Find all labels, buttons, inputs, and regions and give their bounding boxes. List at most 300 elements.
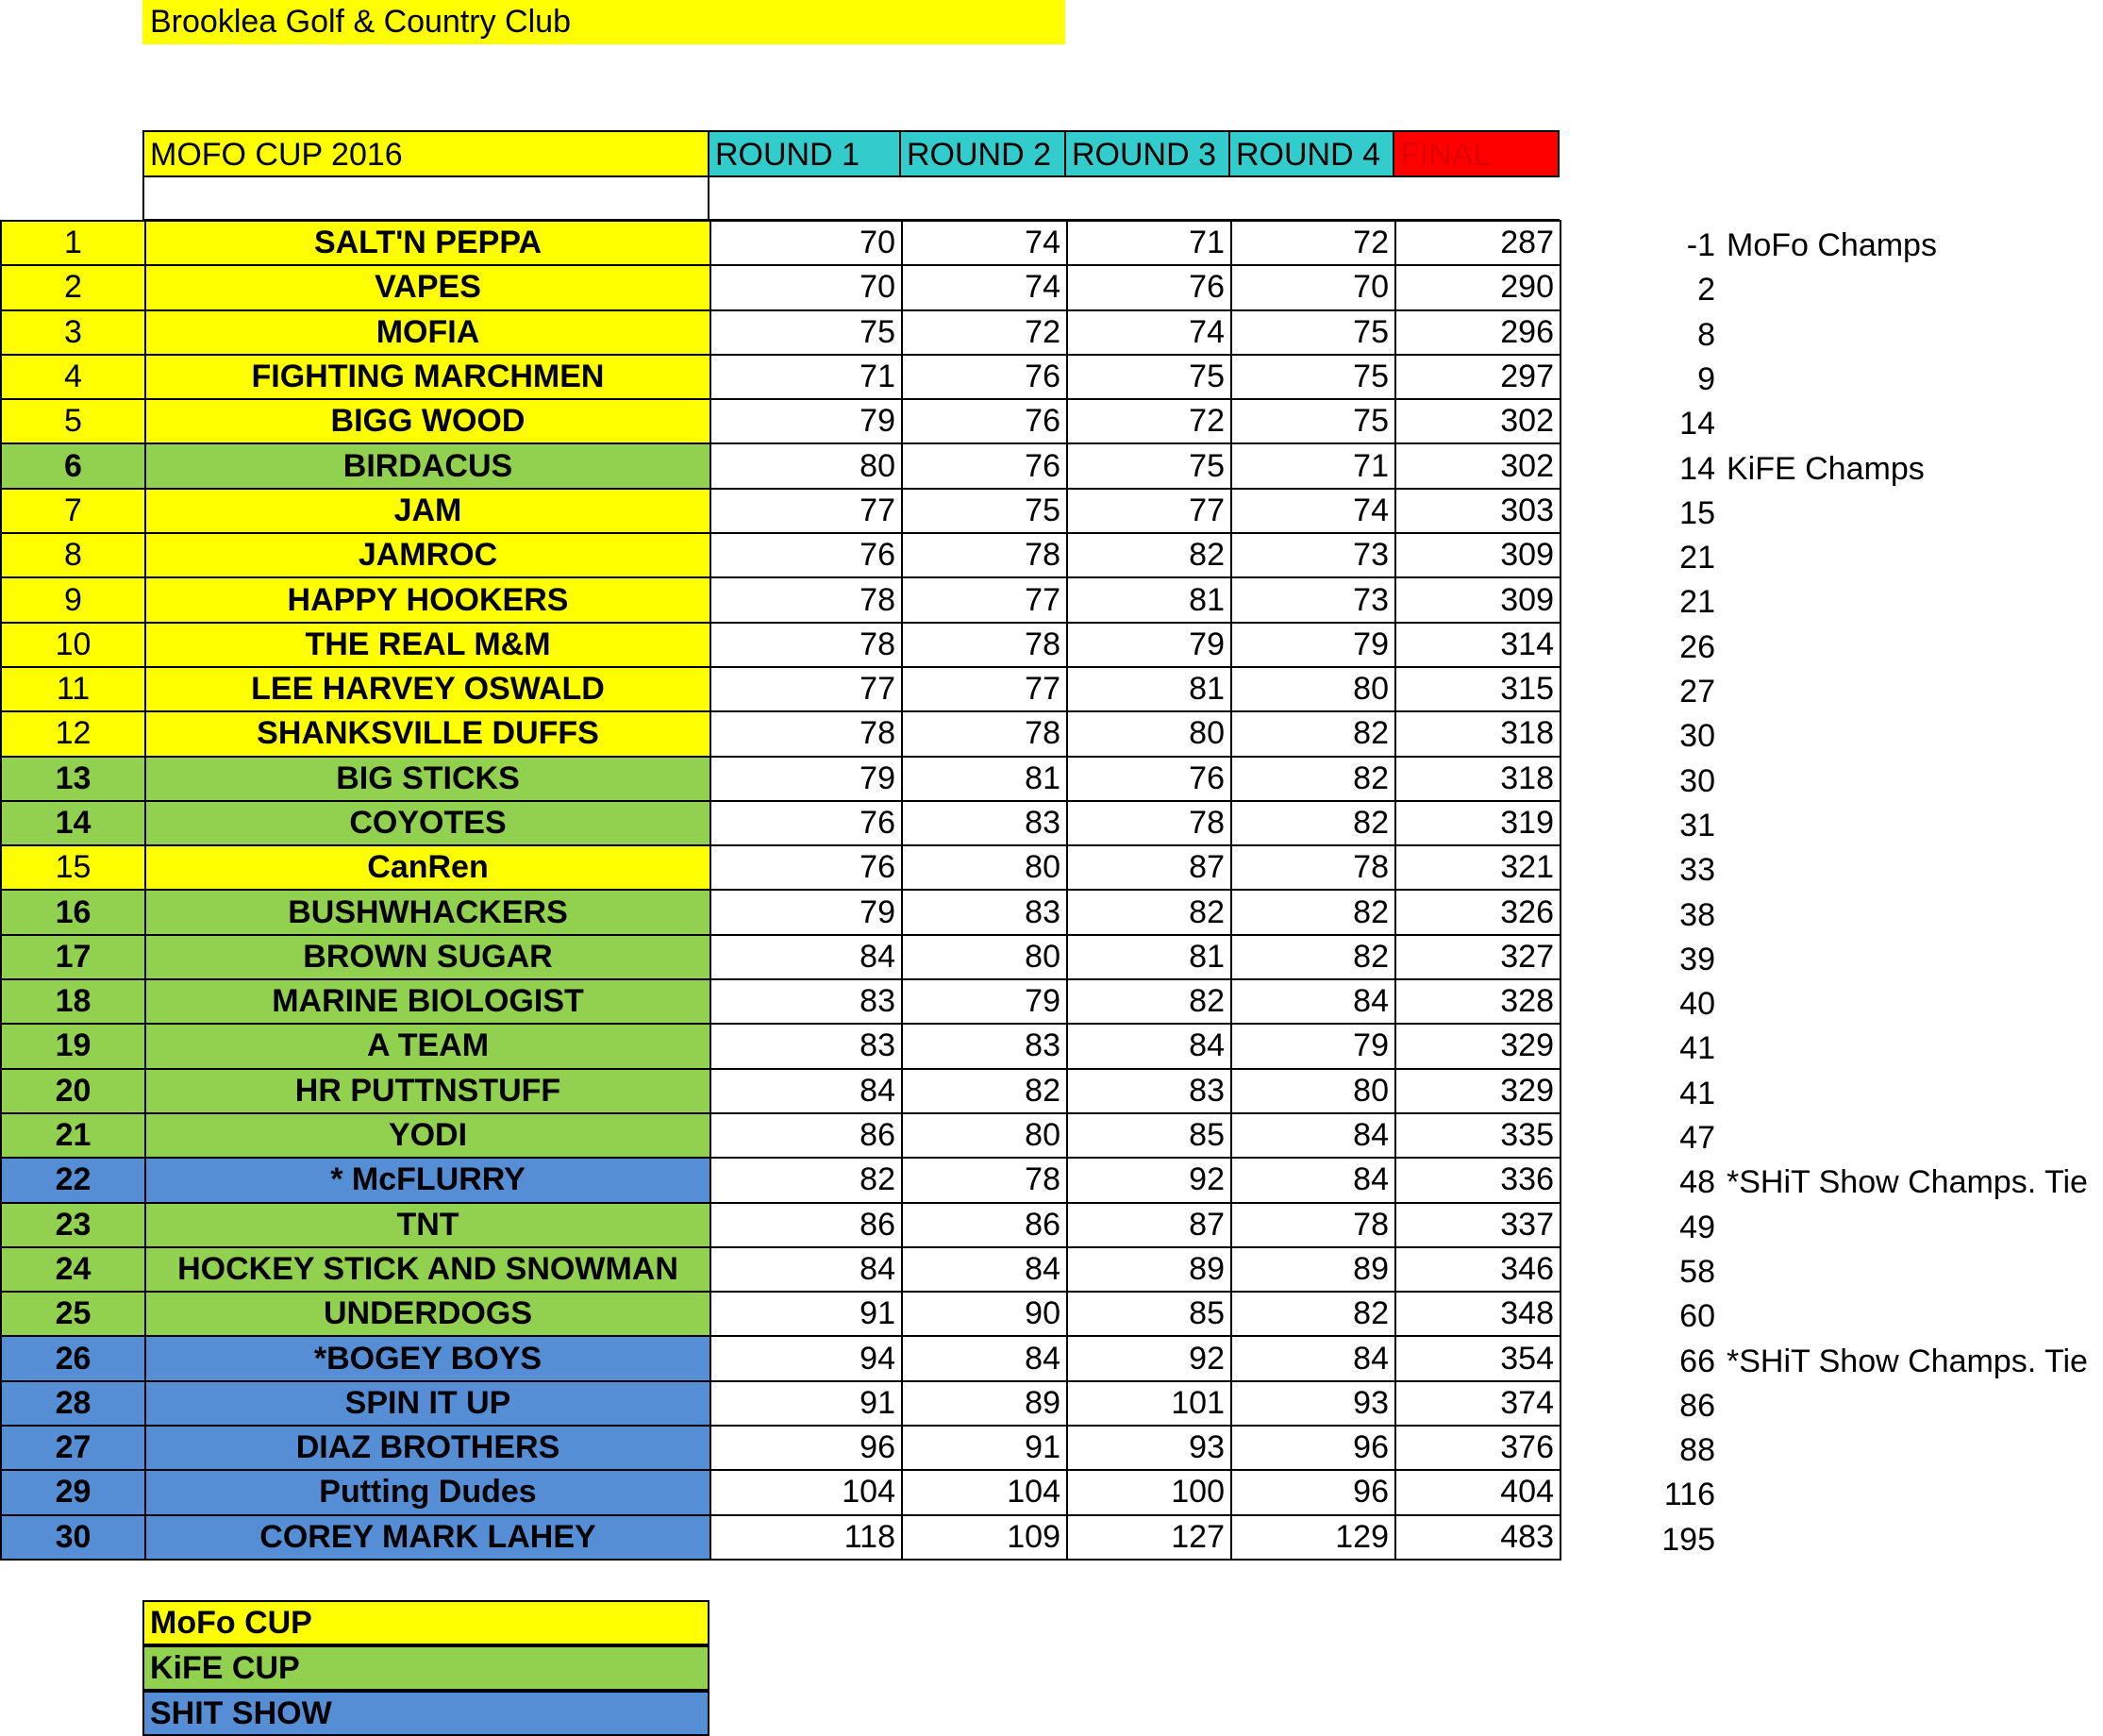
team-name-cell: SPIN IT UP xyxy=(145,1381,710,1426)
header-final xyxy=(1393,130,1560,177)
table-row xyxy=(1,1470,1561,1514)
score-to-par: 41 xyxy=(1679,1030,1715,1067)
final-score: 309 xyxy=(1395,533,1561,577)
side-note-row xyxy=(1566,1518,2103,1562)
team-name-cell: SHANKSVILLE DUFFS xyxy=(145,711,710,756)
final-score: 302 xyxy=(1395,443,1561,488)
table-row xyxy=(1,399,1561,443)
team-name-cell: JAMROC xyxy=(145,533,710,577)
side-note-row xyxy=(1566,893,2103,938)
champion-note: KiFE Champs xyxy=(1727,450,1925,487)
score-to-par: 31 xyxy=(1679,807,1715,843)
side-note-row xyxy=(1566,848,2103,893)
round-3-score: 75 xyxy=(1067,443,1231,488)
round-4-score: 129 xyxy=(1231,1515,1395,1560)
header-round-2: ROUND 2 xyxy=(899,130,1066,177)
round-2-score: 78 xyxy=(902,711,1067,756)
score-to-par: 58 xyxy=(1679,1253,1715,1290)
side-note-row xyxy=(1566,1027,2103,1071)
score-to-par: 86 xyxy=(1679,1387,1715,1424)
header-round-4: ROUND 4 xyxy=(1228,130,1394,177)
table-row xyxy=(1,1381,1561,1426)
score-to-par: 39 xyxy=(1679,941,1715,977)
position-cell: 20 xyxy=(1,1069,145,1113)
round-1-score: 84 xyxy=(710,935,902,979)
legend-shit: SHIT SHOW xyxy=(142,1691,709,1736)
champion-note: *SHiT Show Champs. Tie xyxy=(1727,1164,2088,1201)
team-name-cell: DIAZ BROTHERS xyxy=(145,1426,710,1470)
team-name-cell: HAPPY HOOKERS xyxy=(145,577,710,622)
team-name-cell: BROWN SUGAR xyxy=(145,935,710,979)
final-score: 315 xyxy=(1395,667,1561,711)
side-note-row xyxy=(1566,1250,2103,1294)
header-final-label: FINAL xyxy=(1400,137,1492,173)
round-2-score: 89 xyxy=(902,1381,1067,1426)
champion-note: MoFo Champs xyxy=(1727,227,1937,263)
table-row xyxy=(1,577,1561,622)
round-4-score: 78 xyxy=(1231,845,1395,890)
results-body xyxy=(1,221,1561,1560)
position-cell: 19 xyxy=(1,1024,145,1068)
round-3-score: 93 xyxy=(1067,1426,1231,1470)
side-note-row xyxy=(1566,938,2103,982)
team-name-cell: HR PUTTNSTUFF xyxy=(145,1069,710,1113)
round-2-score: 86 xyxy=(902,1203,1067,1247)
final-score: 346 xyxy=(1395,1247,1561,1292)
final-score: 309 xyxy=(1395,577,1561,622)
round-1-score: 77 xyxy=(710,667,902,711)
round-2-score: 76 xyxy=(902,399,1067,443)
round-1-score: 86 xyxy=(710,1203,902,1247)
round-4-score: 72 xyxy=(1231,221,1395,265)
position-cell: 30 xyxy=(1,1515,145,1560)
round-2-score: 79 xyxy=(902,979,1067,1024)
score-to-par: 47 xyxy=(1679,1120,1715,1156)
round-4-score: 75 xyxy=(1231,310,1395,355)
position-cell: 1 xyxy=(1,221,145,265)
team-name-cell: HOCKEY STICK AND SNOWMAN xyxy=(145,1247,710,1292)
position-cell: 24 xyxy=(1,1247,145,1292)
round-4-score: 75 xyxy=(1231,399,1395,443)
position-cell: 9 xyxy=(1,577,145,622)
score-to-par: 30 xyxy=(1679,762,1715,799)
score-to-par: 33 xyxy=(1679,852,1715,889)
round-4-score: 74 xyxy=(1231,489,1395,533)
final-score: 319 xyxy=(1395,801,1561,845)
side-note-row xyxy=(1566,760,2103,804)
position-cell: 21 xyxy=(1,1113,145,1158)
team-name-cell: THE REAL M&M xyxy=(145,623,710,667)
final-score: 302 xyxy=(1395,399,1561,443)
score-to-par: 40 xyxy=(1679,986,1715,1023)
round-1-score: 104 xyxy=(710,1470,902,1514)
table-row xyxy=(1,265,1561,309)
position-cell: 13 xyxy=(1,757,145,801)
table-row xyxy=(1,623,1561,667)
team-name-cell: MARINE BIOLOGIST xyxy=(145,979,710,1024)
final-score: 303 xyxy=(1395,489,1561,533)
round-3-score: 92 xyxy=(1067,1336,1231,1380)
score-to-par: -1 xyxy=(1686,227,1715,263)
round-3-score: 81 xyxy=(1067,577,1231,622)
round-2-score: 104 xyxy=(902,1470,1067,1514)
score-to-par: 195 xyxy=(1661,1521,1715,1558)
round-1-score: 76 xyxy=(710,845,902,890)
round-1-score: 83 xyxy=(710,979,902,1024)
side-note-row xyxy=(1566,982,2103,1027)
position-cell: 3 xyxy=(1,310,145,355)
round-3-score: 77 xyxy=(1067,489,1231,533)
team-name-cell: SALT'N PEPPA xyxy=(145,221,710,265)
score-to-par: 2 xyxy=(1697,272,1715,309)
position-cell: 12 xyxy=(1,711,145,756)
position-cell: 7 xyxy=(1,489,145,533)
round-1-score: 83 xyxy=(710,1024,902,1068)
round-3-score: 87 xyxy=(1067,1203,1231,1247)
legend-mofo: MoFo CUP xyxy=(142,1600,709,1645)
round-4-score: 73 xyxy=(1231,577,1395,622)
round-3-score: 78 xyxy=(1067,801,1231,845)
table-row xyxy=(1,935,1561,979)
round-2-score: 74 xyxy=(902,221,1067,265)
position-cell: 18 xyxy=(1,979,145,1024)
table-row xyxy=(1,1113,1561,1158)
position-cell: 15 xyxy=(1,845,145,890)
side-note-row xyxy=(1566,626,2103,670)
team-name-cell: COYOTES xyxy=(145,801,710,845)
round-2-score: 77 xyxy=(902,667,1067,711)
round-3-score: 71 xyxy=(1067,221,1231,265)
round-3-score: 81 xyxy=(1067,667,1231,711)
round-1-score: 82 xyxy=(710,1158,902,1202)
score-to-par: 9 xyxy=(1697,360,1715,397)
round-1-score: 118 xyxy=(710,1515,902,1560)
side-note-row xyxy=(1566,1116,2103,1160)
score-to-par: 116 xyxy=(1663,1477,1715,1513)
score-to-par: 48 xyxy=(1679,1164,1715,1201)
team-name-cell: Putting Dudes xyxy=(145,1470,710,1514)
score-to-par: 38 xyxy=(1679,896,1715,933)
blank-title-cell xyxy=(142,175,709,221)
header-round-1: ROUND 1 xyxy=(708,130,901,177)
final-score: 328 xyxy=(1395,979,1561,1024)
side-note-row xyxy=(1566,714,2103,759)
final-score: 336 xyxy=(1395,1158,1561,1202)
round-2-score: 91 xyxy=(902,1426,1067,1470)
round-1-score: 70 xyxy=(710,221,902,265)
position-cell: 17 xyxy=(1,935,145,979)
round-3-score: 80 xyxy=(1067,711,1231,756)
round-2-score: 80 xyxy=(902,845,1067,890)
position-cell: 27 xyxy=(1,1426,145,1470)
final-score: 337 xyxy=(1395,1203,1561,1247)
side-note-row xyxy=(1566,1072,2103,1116)
round-3-score: 101 xyxy=(1067,1381,1231,1426)
round-2-score: 76 xyxy=(902,355,1067,399)
team-name-cell: BUSHWHACKERS xyxy=(145,890,710,934)
score-to-par: 8 xyxy=(1697,316,1715,353)
round-2-score: 83 xyxy=(902,890,1067,934)
round-1-score: 91 xyxy=(710,1292,902,1336)
header-round-3: ROUND 3 xyxy=(1064,130,1230,177)
round-2-score: 81 xyxy=(902,757,1067,801)
round-1-score: 79 xyxy=(710,757,902,801)
position-cell: 5 xyxy=(1,399,145,443)
team-name-cell: * McFLURRY xyxy=(145,1158,710,1202)
round-4-score: 93 xyxy=(1231,1381,1395,1426)
side-note-row xyxy=(1566,447,2103,492)
table-row xyxy=(1,1024,1561,1068)
final-score: 314 xyxy=(1395,623,1561,667)
round-1-score: 84 xyxy=(710,1247,902,1292)
table-row xyxy=(1,355,1561,399)
score-to-par: 15 xyxy=(1679,494,1715,531)
round-2-score: 78 xyxy=(902,623,1067,667)
round-4-score: 96 xyxy=(1231,1470,1395,1514)
score-to-par: 88 xyxy=(1679,1432,1715,1469)
round-2-score: 83 xyxy=(902,1024,1067,1068)
round-4-score: 79 xyxy=(1231,623,1395,667)
round-2-score: 74 xyxy=(902,265,1067,309)
table-row xyxy=(1,979,1561,1024)
position-cell: 4 xyxy=(1,355,145,399)
round-4-score: 80 xyxy=(1231,1069,1395,1113)
round-1-score: 80 xyxy=(710,443,902,488)
round-2-score: 84 xyxy=(902,1336,1067,1380)
round-1-score: 75 xyxy=(710,310,902,355)
table-row xyxy=(1,890,1561,934)
round-3-score: 127 xyxy=(1067,1515,1231,1560)
side-note-row xyxy=(1566,358,2103,402)
team-name-cell: BIG STICKS xyxy=(145,757,710,801)
round-1-score: 71 xyxy=(710,355,902,399)
round-4-score: 84 xyxy=(1231,1336,1395,1380)
score-to-par: 21 xyxy=(1679,584,1715,621)
blank-scores-cell xyxy=(708,175,1560,221)
team-name-cell: COREY MARK LAHEY xyxy=(145,1515,710,1560)
score-to-par: 14 xyxy=(1679,406,1715,442)
table-row xyxy=(1,533,1561,577)
final-score: 329 xyxy=(1395,1069,1561,1113)
final-score: 318 xyxy=(1395,711,1561,756)
final-score: 296 xyxy=(1395,310,1561,355)
table-row xyxy=(1,1158,1561,1202)
side-note-row xyxy=(1566,1340,2103,1384)
round-2-score: 82 xyxy=(902,1069,1067,1113)
team-name-cell: LEE HARVEY OSWALD xyxy=(145,667,710,711)
round-1-score: 78 xyxy=(710,577,902,622)
team-name-cell: FIGHTING MARCHMEN xyxy=(145,355,710,399)
round-1-score: 76 xyxy=(710,533,902,577)
final-score: 326 xyxy=(1395,890,1561,934)
round-1-score: 84 xyxy=(710,1069,902,1113)
position-cell: 6 xyxy=(1,443,145,488)
round-3-score: 87 xyxy=(1067,845,1231,890)
round-4-score: 75 xyxy=(1231,355,1395,399)
side-note-row xyxy=(1566,1428,2103,1473)
table-row xyxy=(1,221,1561,265)
final-score: 376 xyxy=(1395,1426,1561,1470)
round-4-score: 82 xyxy=(1231,1292,1395,1336)
score-to-par: 30 xyxy=(1679,718,1715,755)
team-name-cell: YODI xyxy=(145,1113,710,1158)
round-4-score: 84 xyxy=(1231,979,1395,1024)
round-4-score: 82 xyxy=(1231,711,1395,756)
position-cell: 8 xyxy=(1,533,145,577)
final-score: 354 xyxy=(1395,1336,1561,1380)
team-name-cell: TNT xyxy=(145,1203,710,1247)
team-name-cell: CanRen xyxy=(145,845,710,890)
score-to-par: 41 xyxy=(1679,1075,1715,1111)
table-row xyxy=(1,667,1561,711)
round-3-score: 82 xyxy=(1067,890,1231,934)
round-4-score: 71 xyxy=(1231,443,1395,488)
round-2-score: 75 xyxy=(902,489,1067,533)
table-row xyxy=(1,443,1561,488)
round-4-score: 80 xyxy=(1231,667,1395,711)
round-1-score: 79 xyxy=(710,399,902,443)
round-3-score: 75 xyxy=(1067,355,1231,399)
table-row xyxy=(1,711,1561,756)
side-note-row xyxy=(1566,670,2103,714)
round-3-score: 76 xyxy=(1067,757,1231,801)
round-4-score: 78 xyxy=(1231,1203,1395,1247)
table-row xyxy=(1,1515,1561,1560)
final-score: 297 xyxy=(1395,355,1561,399)
round-1-score: 96 xyxy=(710,1426,902,1470)
side-note-row xyxy=(1566,224,2103,268)
side-note-row xyxy=(1566,1384,2103,1428)
score-to-par: 21 xyxy=(1679,540,1715,576)
side-note-row xyxy=(1566,313,2103,358)
round-4-score: 84 xyxy=(1231,1158,1395,1202)
position-cell: 28 xyxy=(1,1381,145,1426)
side-note-row xyxy=(1566,580,2103,625)
final-score: 329 xyxy=(1395,1024,1561,1068)
round-2-score: 80 xyxy=(902,935,1067,979)
side-note-row xyxy=(1566,804,2103,848)
round-2-score: 90 xyxy=(902,1292,1067,1336)
table-row xyxy=(1,845,1561,890)
round-3-score: 85 xyxy=(1067,1113,1231,1158)
final-score: 404 xyxy=(1395,1470,1561,1514)
round-3-score: 76 xyxy=(1067,265,1231,309)
round-4-score: 82 xyxy=(1231,801,1395,845)
table-row xyxy=(1,1336,1561,1380)
round-4-score: 82 xyxy=(1231,890,1395,934)
round-4-score: 82 xyxy=(1231,935,1395,979)
final-score: 483 xyxy=(1395,1515,1561,1560)
round-2-score: 80 xyxy=(902,1113,1067,1158)
round-3-score: 82 xyxy=(1067,533,1231,577)
round-2-score: 78 xyxy=(902,533,1067,577)
round-4-score: 70 xyxy=(1231,265,1395,309)
table-row xyxy=(1,1203,1561,1247)
round-3-score: 79 xyxy=(1067,623,1231,667)
team-name-cell: UNDERDOGS xyxy=(145,1292,710,1336)
round-3-score: 84 xyxy=(1067,1024,1231,1068)
team-name-cell: JAM xyxy=(145,489,710,533)
team-name-cell: BIGG WOOD xyxy=(145,399,710,443)
team-name-cell: VAPES xyxy=(145,265,710,309)
round-4-score: 73 xyxy=(1231,533,1395,577)
team-name-cell: A TEAM xyxy=(145,1024,710,1068)
side-note-row xyxy=(1566,402,2103,446)
round-2-score: 109 xyxy=(902,1515,1067,1560)
position-cell: 14 xyxy=(1,801,145,845)
round-3-score: 89 xyxy=(1067,1247,1231,1292)
round-2-score: 83 xyxy=(902,801,1067,845)
side-note-row xyxy=(1566,1206,2103,1250)
legend-kife: KiFE CUP xyxy=(142,1645,709,1691)
side-note-row xyxy=(1566,492,2103,536)
final-score: 327 xyxy=(1395,935,1561,979)
final-score: 374 xyxy=(1395,1381,1561,1426)
side-note-row xyxy=(1566,1473,2103,1517)
round-3-score: 83 xyxy=(1067,1069,1231,1113)
round-4-score: 84 xyxy=(1231,1113,1395,1158)
round-2-score: 72 xyxy=(902,310,1067,355)
round-1-score: 77 xyxy=(710,489,902,533)
side-note-row xyxy=(1566,536,2103,580)
table-row xyxy=(1,1292,1561,1336)
position-cell: 11 xyxy=(1,667,145,711)
round-4-score: 79 xyxy=(1231,1024,1395,1068)
round-1-score: 91 xyxy=(710,1381,902,1426)
round-3-score: 81 xyxy=(1067,935,1231,979)
table-row xyxy=(1,1069,1561,1113)
table-row xyxy=(1,489,1561,533)
round-2-score: 84 xyxy=(902,1247,1067,1292)
round-1-score: 94 xyxy=(710,1336,902,1380)
table-row xyxy=(1,757,1561,801)
position-cell: 10 xyxy=(1,623,145,667)
score-to-par: 27 xyxy=(1679,674,1715,709)
table-row xyxy=(1,1247,1561,1292)
final-score: 348 xyxy=(1395,1292,1561,1336)
final-score: 321 xyxy=(1395,845,1561,890)
round-3-score: 74 xyxy=(1067,310,1231,355)
table-row xyxy=(1,310,1561,355)
final-score: 290 xyxy=(1395,265,1561,309)
position-cell: 22 xyxy=(1,1158,145,1202)
round-1-score: 79 xyxy=(710,890,902,934)
champion-note: *SHiT Show Champs. Tie xyxy=(1727,1343,2088,1379)
side-note-row xyxy=(1566,1160,2103,1205)
round-3-score: 82 xyxy=(1067,979,1231,1024)
round-3-score: 92 xyxy=(1067,1158,1231,1202)
table-row xyxy=(1,1426,1561,1470)
table-row xyxy=(1,801,1561,845)
round-2-score: 77 xyxy=(902,577,1067,622)
round-4-score: 82 xyxy=(1231,757,1395,801)
final-score: 335 xyxy=(1395,1113,1561,1158)
club-name: Brooklea Golf & Country Club xyxy=(142,0,1065,44)
score-to-par: 66 xyxy=(1679,1343,1715,1379)
round-1-score: 78 xyxy=(710,711,902,756)
position-cell: 2 xyxy=(1,265,145,309)
side-note-row xyxy=(1566,268,2103,312)
team-name-cell: *BOGEY BOYS xyxy=(145,1336,710,1380)
score-to-par: 60 xyxy=(1679,1298,1715,1335)
round-1-score: 76 xyxy=(710,801,902,845)
table-title: MOFO CUP 2016 xyxy=(142,130,709,177)
results-table xyxy=(0,220,1561,1561)
round-3-score: 72 xyxy=(1067,399,1231,443)
score-to-par: 14 xyxy=(1679,450,1715,487)
position-cell: 23 xyxy=(1,1203,145,1247)
side-note-row xyxy=(1566,1294,2103,1339)
